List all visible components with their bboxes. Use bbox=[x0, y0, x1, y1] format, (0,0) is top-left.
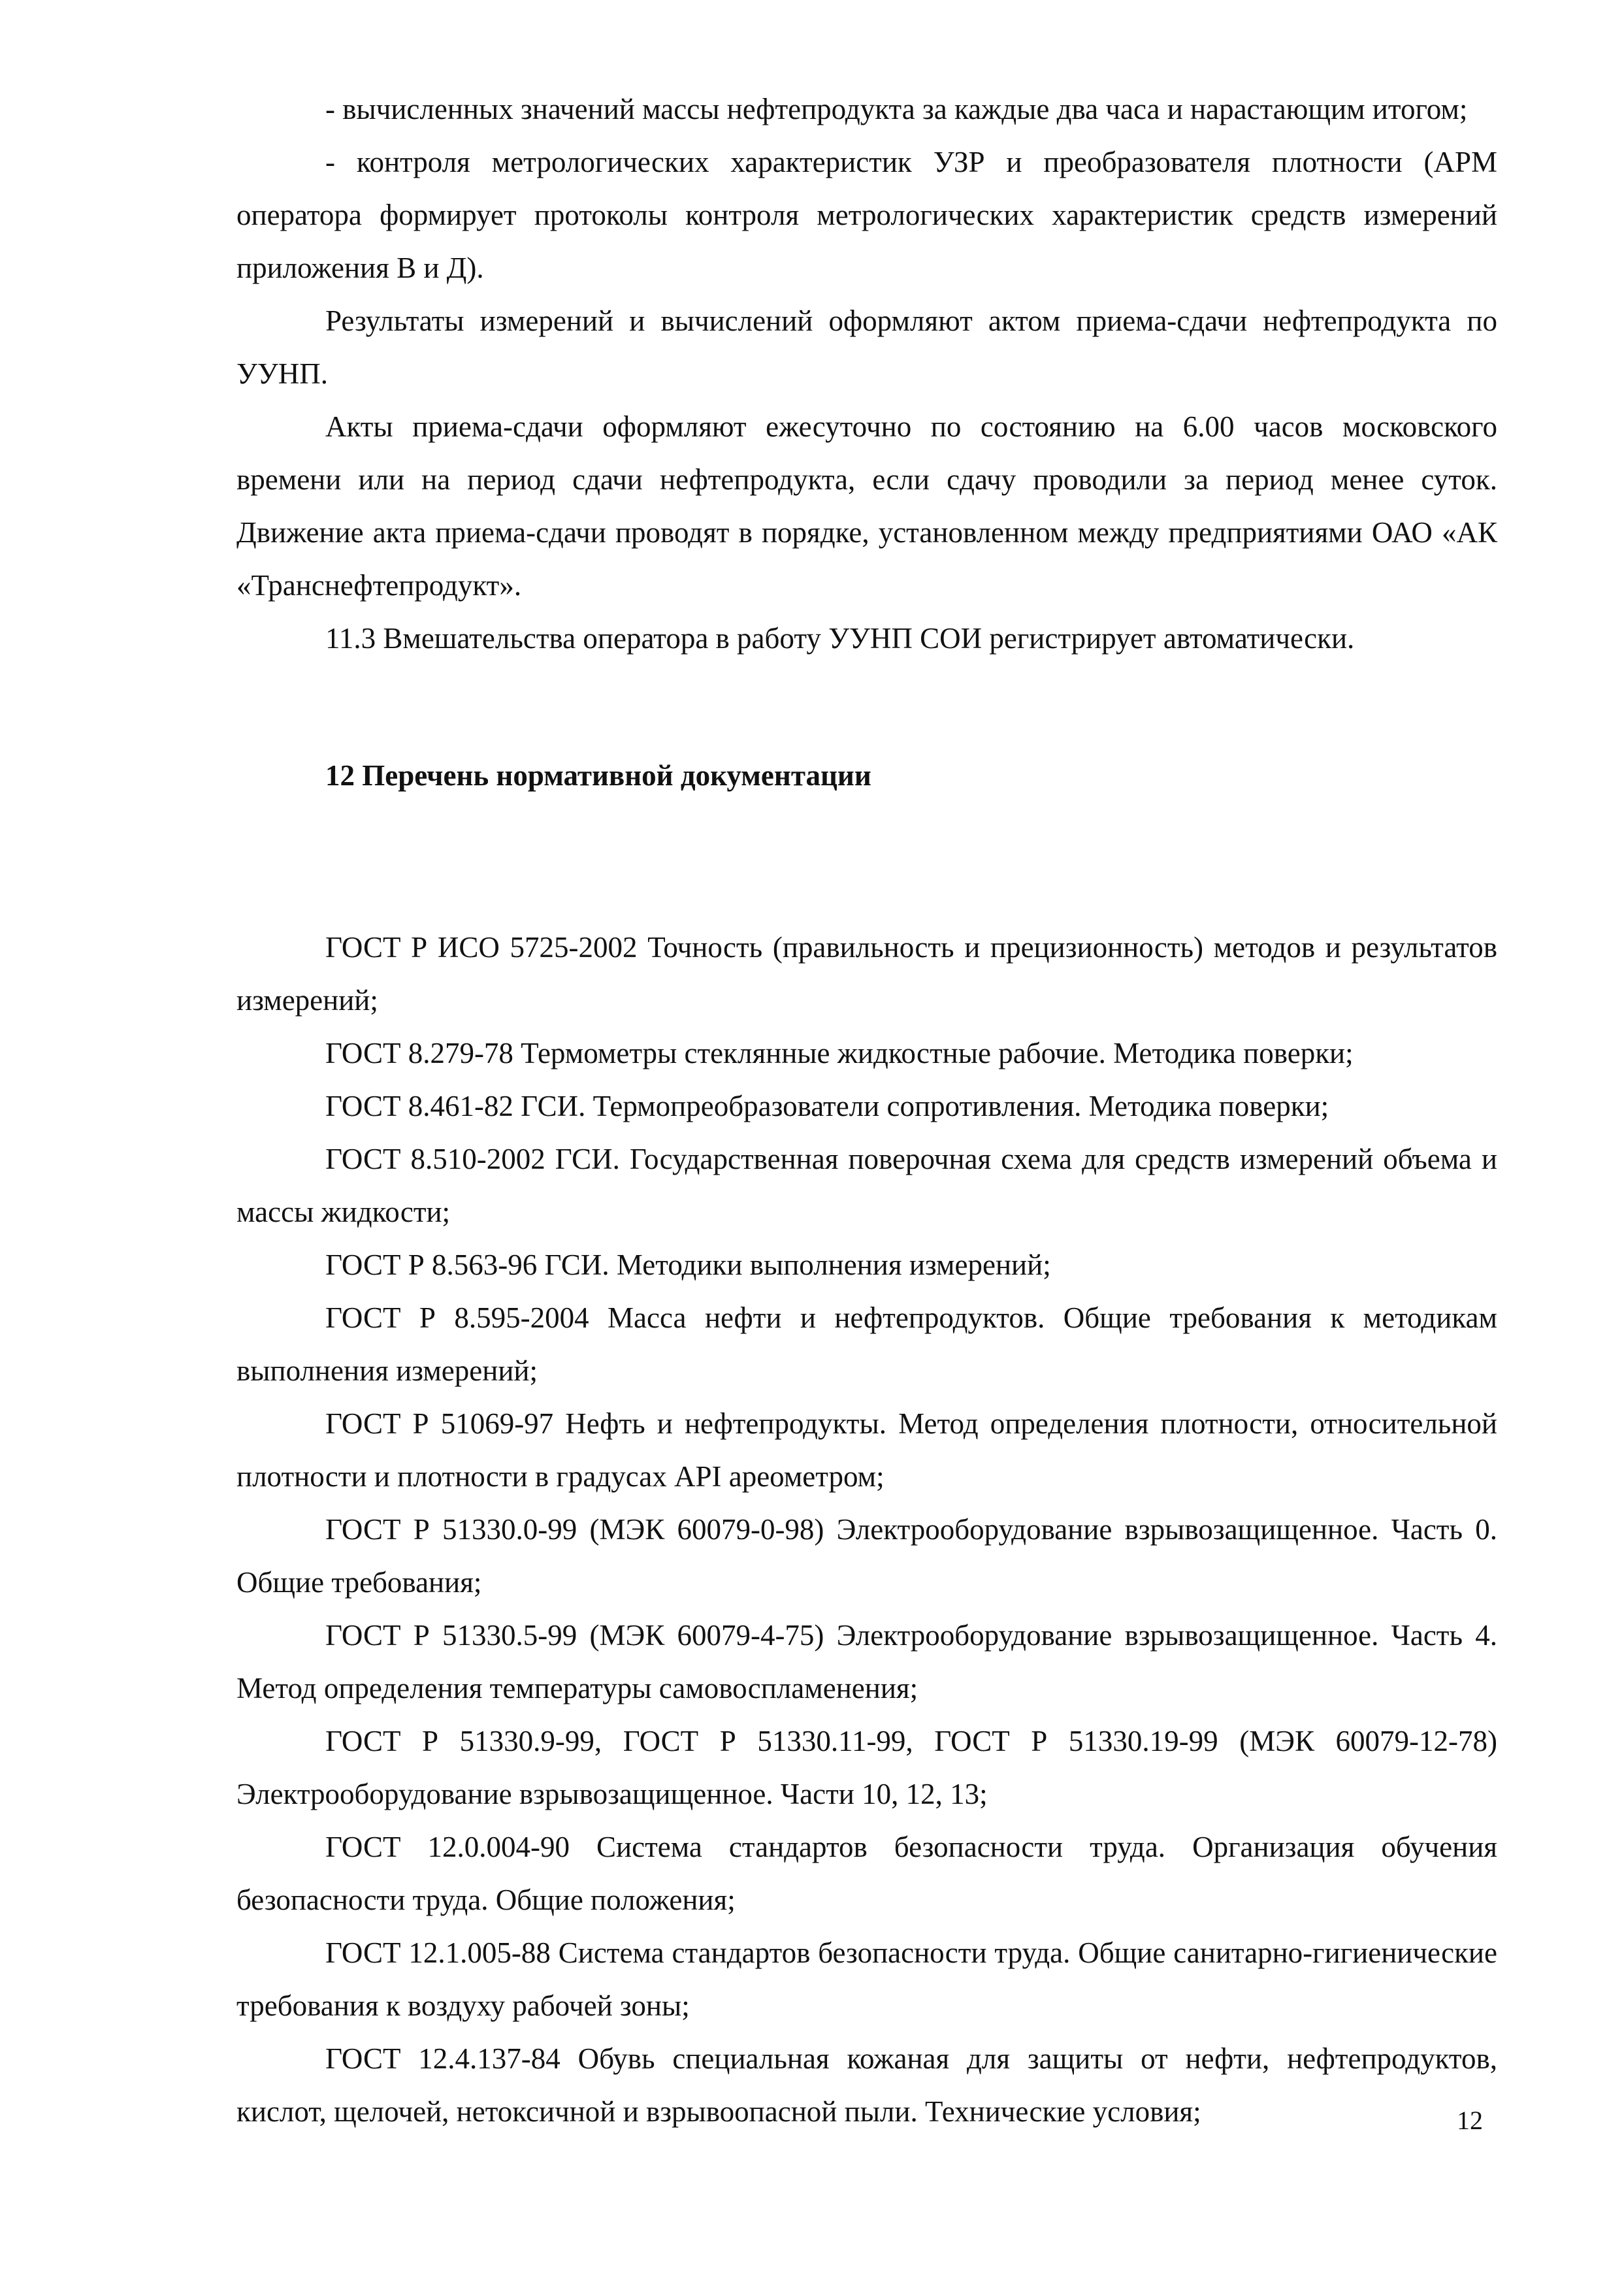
reference-item: ГОСТ Р ИСО 5725-2002 Точность (правильность и прецизионность) методов и результатов измерений; bbox=[236, 931, 1497, 1017]
reference-item: ГОСТ 12.1.005-88 Система стандартов безопасности труда. Общие санитарно-гигиенические требования к воздуху рабочей зоны; bbox=[236, 1936, 1497, 2022]
reference-item: ГОСТ Р 8.595-2004 Масса нефти и нефтепродуктов. Общие требования к методикам выполнения измерений; bbox=[236, 1301, 1497, 1387]
reference-item: ГОСТ Р 51330.9-99, ГОСТ Р 51330.11-99, ГОСТ Р 51330.19-99 (МЭК 60079-12-78) Электрооборудование взрывозащищенное. Части 10, 12, 13; bbox=[236, 1725, 1497, 1810]
reference-item: ГОСТ 8.279-78 Термометры стеклянные жидкостные рабочие. Методика поверки; bbox=[325, 1037, 1354, 1069]
intro-text-block bbox=[236, 83, 1497, 665]
reference-item: ГОСТ 12.0.004-90 Система стандартов безопасности труда. Организация обучения безопасности труда. Общие положения; bbox=[236, 1831, 1497, 1916]
reference-item: ГОСТ Р 51330.0-99 (МЭК 60079-0-98) Электрооборудование взрывозащищенное. Часть 0. Общие требования; bbox=[236, 1513, 1497, 1599]
references-list bbox=[236, 921, 1497, 2138]
reference-item: ГОСТ 8.510-2002 ГСИ. Государственная поверочная схема для средств измерений объема и массы жидкости; bbox=[236, 1143, 1497, 1228]
reference-item: ГОСТ Р 51330.5-99 (МЭК 60079-4-75) Электрооборудование взрывозащищенное. Часть 4. Метод определения температуры самовоспламенения; bbox=[236, 1619, 1497, 1705]
page-number: 12 bbox=[1457, 2106, 1483, 2135]
section-heading: 12 Перечень нормативной документации bbox=[325, 759, 871, 792]
paragraph: Результаты измерений и вычислений оформляют актом приема-сдачи нефтепродукта по УУНП. bbox=[236, 304, 1497, 390]
reference-item: ГОСТ Р 8.563-96 ГСИ. Методики выполнения измерений; bbox=[325, 1248, 1051, 1281]
reference-item: ГОСТ 12.4.137-84 Обувь специальная кожаная для защиты от нефти, нефтепродуктов, кислот, щелочей, нетоксичной и взрывоопасной пыли. Технические условия; bbox=[236, 2042, 1497, 2128]
bullet-item: - контроля метрологических характеристик УЗР и преобразователя плотности (АРМ оператора формирует протоколы контроля метрологических характеристик средств измерений приложения В и Д). bbox=[236, 146, 1497, 284]
paragraph: Акты приема-сдачи оформляют ежесуточно по состоянию на 6.00 часов московского времени или на период сдачи нефтепродукта, если сдачу проводили за период менее суток. Движение акта приема-сдачи проводят в порядке, установленном между предприятиями ОАО «АК «Транснефтепродукт». bbox=[236, 410, 1497, 602]
bullet-item: - вычисленных значений массы нефтепродукта за каждые два часа и нарастающим итогом; bbox=[325, 93, 1468, 125]
paragraph: 11.3 Вмешательства оператора в работу УУНП СОИ регистрирует автоматически. bbox=[325, 622, 1355, 655]
reference-item: ГОСТ Р 51069-97 Нефть и нефтепродукты. Метод определения плотности, относительной плотности и плотности в градусах API ареометром; bbox=[236, 1407, 1497, 1493]
reference-item: ГОСТ 8.461-82 ГСИ. Термопреобразователи сопротивления. Методика поверки; bbox=[325, 1090, 1329, 1122]
